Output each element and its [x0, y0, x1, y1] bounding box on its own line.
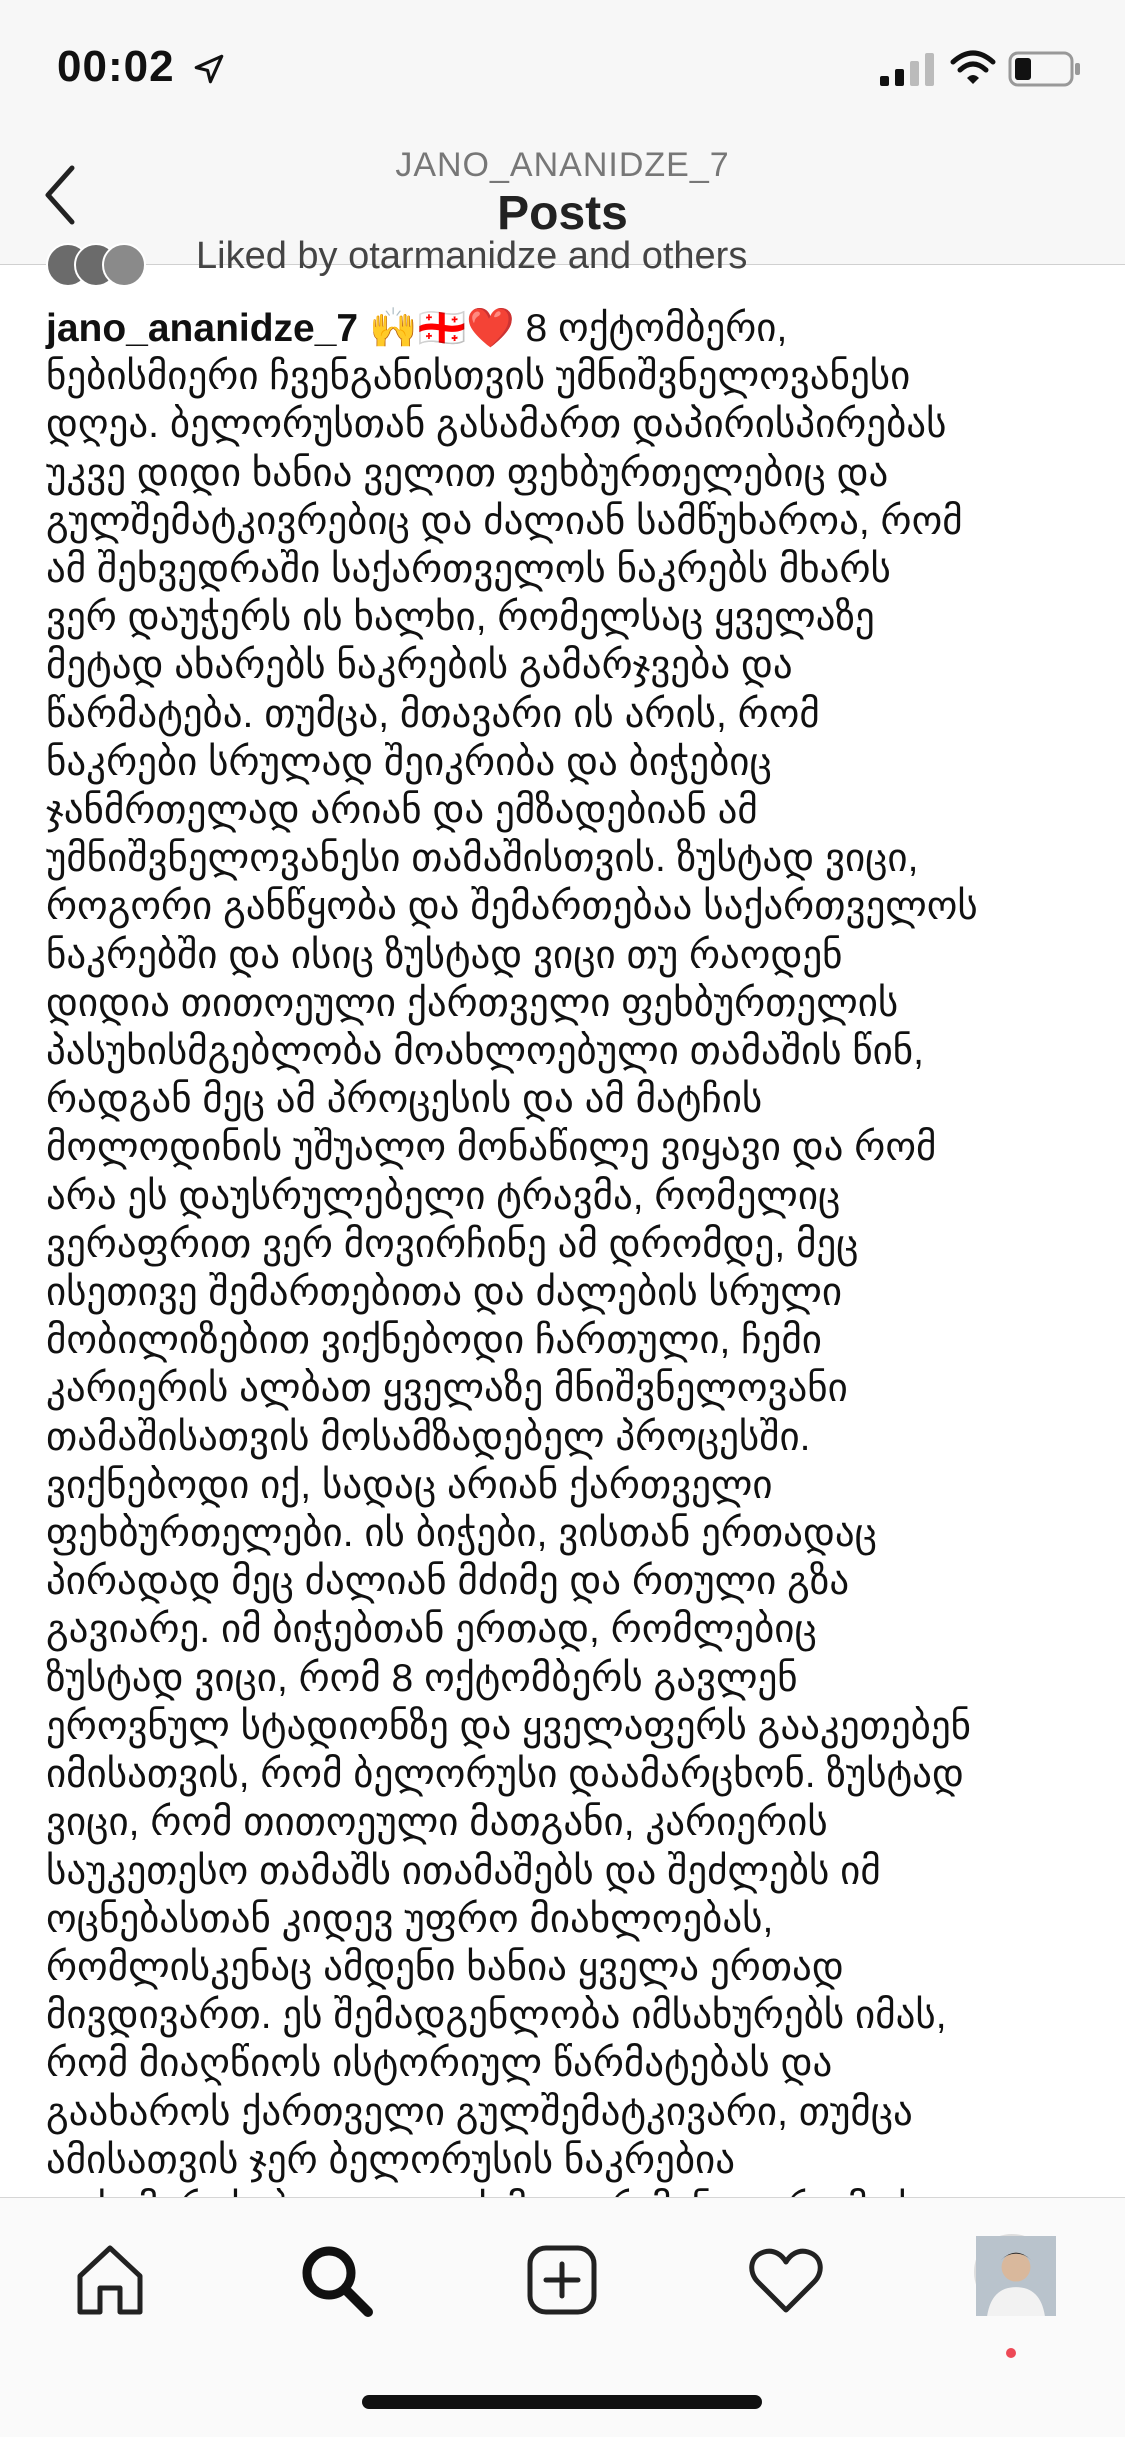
status-time: 00:02: [57, 42, 175, 91]
caption-line: წარმატება. თუმცა, მთავარი ის არის, რომ: [46, 692, 820, 736]
battery-icon: [1008, 50, 1082, 88]
profile-avatar: [976, 2236, 1056, 2316]
tab-activity[interactable]: [746, 2240, 826, 2320]
tab-profile[interactable]: [974, 2234, 1050, 2310]
caption-line: ვიქნებოდი იქ, სადაც არიან ქართველი: [46, 1463, 773, 1507]
caption-line: ამისათვის ჯერ ბელორუსის ნაკრებია: [46, 2138, 736, 2182]
location-arrow-icon: [192, 52, 226, 86]
tab-search[interactable]: [296, 2240, 376, 2320]
wifi-icon: [950, 48, 996, 86]
post-caption: [46, 305, 1086, 2233]
home-indicator[interactable]: [362, 2395, 762, 2409]
caption-line: კარიერის ალბათ ყველაზე მნიშვნელოვანი: [46, 1367, 848, 1411]
caption-line: უმნიშვნელოვანესი თამაშისთვის. ზუსტად ვიცი,: [46, 837, 919, 881]
caption-line: ეროვნულ სტადიონზე და ყველაფერს გააკეთებენ: [46, 1704, 972, 1748]
caption-line: ვერაფრით ვერ მოვირჩინე ამ დრომდე, მეც: [46, 1222, 859, 1266]
caption-line: რადგან მეც ამ პროცესის და ამ მატჩის: [46, 1078, 763, 1122]
page-title: Posts: [497, 187, 628, 240]
caption-line: ისეთივე შემართებითა და ძალების სრული: [46, 1271, 843, 1315]
caption-line: ამ შეხვედრაში საქართველოს ნაკრებს მხარს: [46, 548, 891, 592]
caption-line: გულშემატკივრებიც და ძალიან სამწუხაროა, რომ: [46, 499, 963, 543]
caption-line: მობილიზებით ვიქნებოდი ჩართული, ჩემი: [46, 1319, 822, 1363]
liked-by-avatars: [46, 243, 176, 283]
status-bar: [0, 0, 1125, 132]
caption-line: არა ეს დაუსრულებელი ტრავმა, რომელიც: [46, 1174, 841, 1218]
heart-icon: [746, 2240, 826, 2320]
caption-line: ვიცი, რომ თითოეული მათგანი, კარიერის: [46, 1801, 828, 1845]
caption-line: მეტად ახარებს ნაკრების გამარჯვება და: [46, 644, 793, 688]
liked-by-row[interactable]: [46, 235, 1086, 283]
caption-line: პასუხისმგებლობა მოახლოებული თამაშის წინ,: [46, 1030, 924, 1074]
caption-line: საუკეთესო თამაშს ითამაშებს და შეძლებს იმ: [46, 1849, 881, 1893]
caption-line: გავიარე. იმ ბიჭებთან ერთად, რომლებიც: [46, 1608, 817, 1652]
caption-line: ნაკრებში და ისიც ზუსტად ვიცი თუ რაოდენ: [46, 933, 843, 977]
caption-line: უკვე დიდი ხანია ველით ფეხბურთელებიც და: [46, 451, 889, 495]
search-icon: [296, 2240, 376, 2320]
tab-new-post[interactable]: [522, 2240, 602, 2320]
caption-line: რომ მიაღწიოს ისტორიულ წარმატებას და: [46, 2042, 833, 2086]
caption-line: იმისათვის, რომ ბელორუსი დაამარცხონ. ზუსტად: [46, 1753, 964, 1797]
caption-line: რომლისკენაც ამდენი ხანია ყველა ერთად: [46, 1945, 844, 1989]
liked-by-text: Liked by otarmanidze and others: [196, 235, 748, 277]
post-content: [0, 235, 1125, 2197]
caption-line: დიდია თითოეული ქართველი ფეხბურთელის: [46, 981, 899, 1025]
caption-line: დღეა. ბელორუსთან გასამართ დაპირისპირებას: [46, 403, 947, 447]
caption-emojis: 🙌🇬🇪❤️: [368, 307, 515, 350]
caption-body: [46, 307, 990, 2230]
caption-line: ოცნებასთან კიდევ უფრო მიახლოებას,: [46, 1897, 774, 1941]
profile-notification-dot: [1006, 2348, 1016, 2358]
caption-line: ვერ დაუჭერს ის ხალხი, რომელსაც ყველაზე: [46, 596, 875, 640]
home-icon: [70, 2240, 150, 2320]
caption-line: 8 ოქტომბერი,: [525, 307, 788, 350]
caption-line: თამაშისათვის მოსამზადებელ პროცესში.: [46, 1415, 811, 1459]
caption-line: ნაკრები სრულად შეიკრიბა და ბიჭებიც: [46, 740, 772, 784]
caption-line: ნებისმიერი ჩვენგანისთვის უმნიშვნელოვანესი: [46, 355, 911, 399]
caption-line: ფეხბურთელები. ის ბიჭები, ვისთან ერთადაც: [46, 1512, 877, 1556]
caption-line: მივდივართ. ეს შემადგენლობა იმსახურებს იმას,: [46, 1994, 947, 2038]
caption-line: პირადად მეც ძალიან მძიმე და რთული გზა: [46, 1560, 850, 1604]
caption-line: ჯანმრთელად არიან და ემზადებიან ამ: [46, 789, 758, 833]
caption-line: მოლოდინის უშუალო მონაწილე ვიყავი და რომ: [46, 1126, 937, 1170]
cellular-signal-icon: [880, 52, 936, 86]
caption-username[interactable]: jano_ananidze_7: [46, 307, 359, 350]
caption-line: ზუსტად ვიცი, რომ 8 ოქტომბერს გავლენ: [46, 1656, 798, 1700]
caption-line: როგორი განწყობა და შემართებაა საქართველოს: [46, 885, 978, 929]
add-post-icon: [522, 2240, 602, 2320]
tab-home[interactable]: [70, 2240, 150, 2320]
caption-line: გაახაროს ქართველი გულშემატკივარი, თუმცა: [46, 2090, 913, 2134]
header-username: JANO_ANANIDZE_7: [395, 146, 730, 184]
